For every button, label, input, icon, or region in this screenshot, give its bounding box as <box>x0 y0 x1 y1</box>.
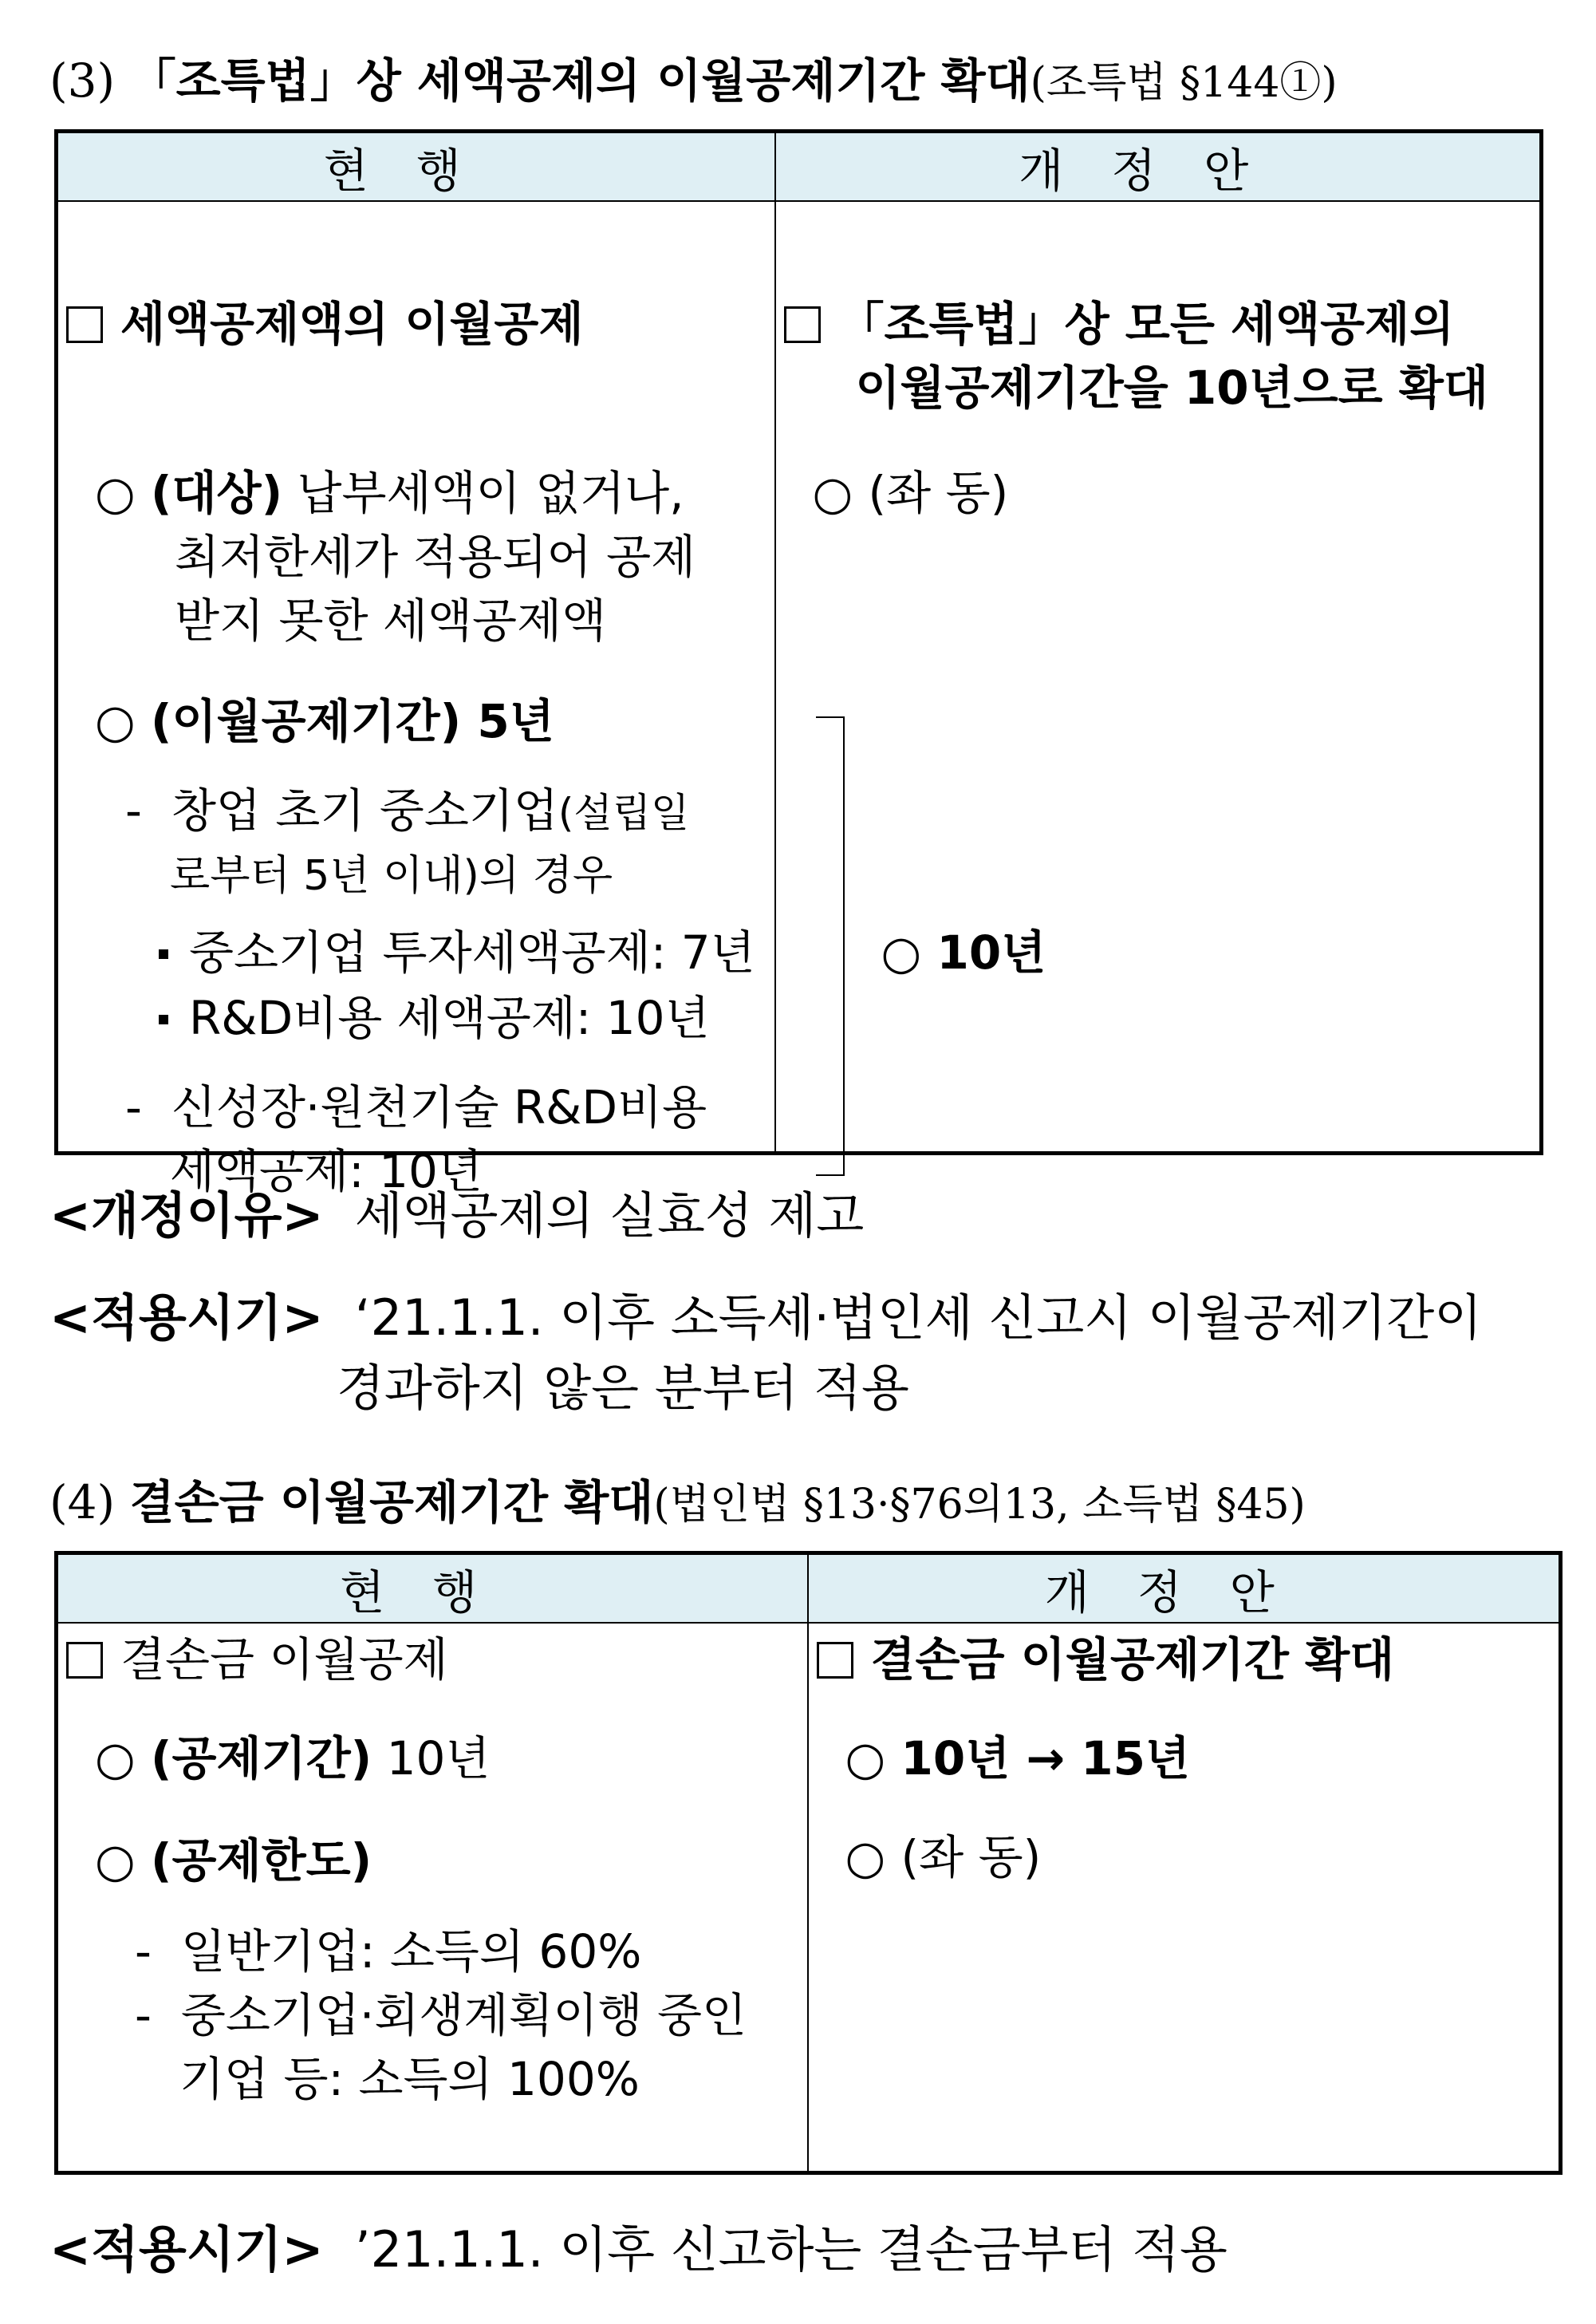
s4-general: - 일반기업: 소득의 60% <box>135 1924 642 1979</box>
section3-proposed-cell <box>775 201 1542 1154</box>
reason-label: <개정이유> <box>49 1186 324 1245</box>
section3-head-proposed: 개정안 <box>775 132 1542 202</box>
section3-table <box>54 129 1543 1198</box>
section4-table <box>54 1551 1563 2175</box>
circle-bullet-icon: ○ <box>845 1830 886 1884</box>
s3-proposed-box-item: 「조특법」상 모든 세액공제의 <box>784 296 1455 352</box>
s4-proposed-same: ○ (좌 동) <box>845 1830 1042 1884</box>
s3-target-line1: ○ (대상) 납부세액이 없거나, <box>95 466 684 520</box>
s4-apply <box>49 2218 1228 2282</box>
section3-heading <box>49 53 1338 111</box>
s3-target-line3: 받지 못한 세액공제액 <box>175 594 607 648</box>
s4-limit: ○ (공제한도) <box>95 1833 372 1888</box>
s3-apply-line2: 경과하지 않은 분부터 적용 <box>337 1359 909 1417</box>
s3-startup-line1: - 창업 초기 중소기업(설립일 <box>125 783 690 838</box>
checkbox-square-icon <box>817 1642 853 1679</box>
circle-bullet-icon: ○ <box>95 694 136 748</box>
section3-current-cell <box>57 201 775 1198</box>
circle-bullet-icon: ○ <box>95 1833 136 1888</box>
s3-reason <box>49 1184 864 1248</box>
s3-current-box-item: 세액공제액의 이월공제 <box>66 296 583 352</box>
apply-line1: ‘21.1.1. 이후 소득세·법인세 신고시 이월공제기간이 <box>354 1288 1483 1347</box>
section4-heading <box>49 1474 1306 1533</box>
apply-label: <적용시기> <box>49 1288 324 1347</box>
section4-current-cell <box>57 1623 808 2173</box>
s4-proposed-box-item: 결손금 이월공제기간 확대 <box>817 1632 1395 1687</box>
circle-bullet-icon: ○ <box>95 1731 136 1785</box>
s3-growth-line1: - 신성장·원천기술 R&D비용 <box>125 1080 707 1134</box>
section4-number: (4) <box>49 1475 116 1529</box>
s3-bullet1: 중소기업 투자세액공제: 7년 <box>159 925 755 980</box>
section3-title: 「조특법」상 세액공제의 이월공제기간 확대 <box>129 53 1031 108</box>
circle-bullet-icon: ○ <box>881 925 922 980</box>
checkbox-square-icon <box>66 1642 103 1679</box>
s3-target-line2: 최저한세가 적용되어 공제 <box>175 530 696 584</box>
bracket-line <box>816 716 845 1176</box>
square-bullet-icon <box>159 949 168 959</box>
reason-text: 세액공제의 실효성 제고 <box>354 1186 865 1245</box>
apply-text: ’21.1.1. 이후 신고하는 결손금부터 적용 <box>354 2220 1228 2279</box>
section4-title: 결손금 이월공제기간 확대 <box>129 1475 654 1529</box>
s3-growth-line2: 세액공제: 10년 <box>170 1144 483 1198</box>
circle-bullet-icon: ○ <box>95 466 136 520</box>
circle-bullet-icon: ○ <box>845 1731 886 1785</box>
s4-proposed-change: ○ 10년 → 15년 <box>845 1731 1190 1785</box>
s4-sme-line2: 기업 등: 소득의 100% <box>179 2052 640 2106</box>
checkbox-square-icon <box>66 306 103 343</box>
section4-head-proposed: 개정안 <box>808 1553 1561 1624</box>
s3-apply <box>49 1286 1482 1350</box>
s3-bullet2: R&D비용 세액공제: 10년 <box>159 990 710 1046</box>
section3-number: (3) <box>49 53 116 108</box>
section4-head-current: 현행 <box>57 1553 808 1624</box>
s3-proposed-ten-years: ○ 10년 <box>881 925 1046 980</box>
s3-proposed-same: ○ (좌 동) <box>812 466 1009 520</box>
checkbox-square-icon <box>784 306 821 343</box>
s3-period: ○ (이월공제기간) 5년 <box>95 694 554 748</box>
section3-ref: (조특법 §144①) <box>1030 59 1338 107</box>
circle-bullet-icon: ○ <box>812 466 853 520</box>
section4-ref: (법인법 §13·§76의13, 소득법 §45) <box>653 1481 1306 1529</box>
s4-sme-line1: - 중소기업·회생계획이행 중인 <box>135 1988 747 2042</box>
s3-startup-line2: 로부터 5년 이내)의 경우 <box>170 852 613 900</box>
s4-current-box-item: 결손금 이월공제 <box>66 1632 448 1687</box>
square-bullet-icon <box>159 1015 168 1024</box>
s4-period: ○ (공제기간) 10년 <box>95 1731 491 1785</box>
s3-proposed-box-item-line2: 이월공제기간을 10년으로 확대 <box>855 361 1488 415</box>
section3-head-current: 현행 <box>57 132 775 202</box>
section4-proposed-cell <box>808 1623 1561 2173</box>
apply-label: <적용시기> <box>49 2220 324 2279</box>
